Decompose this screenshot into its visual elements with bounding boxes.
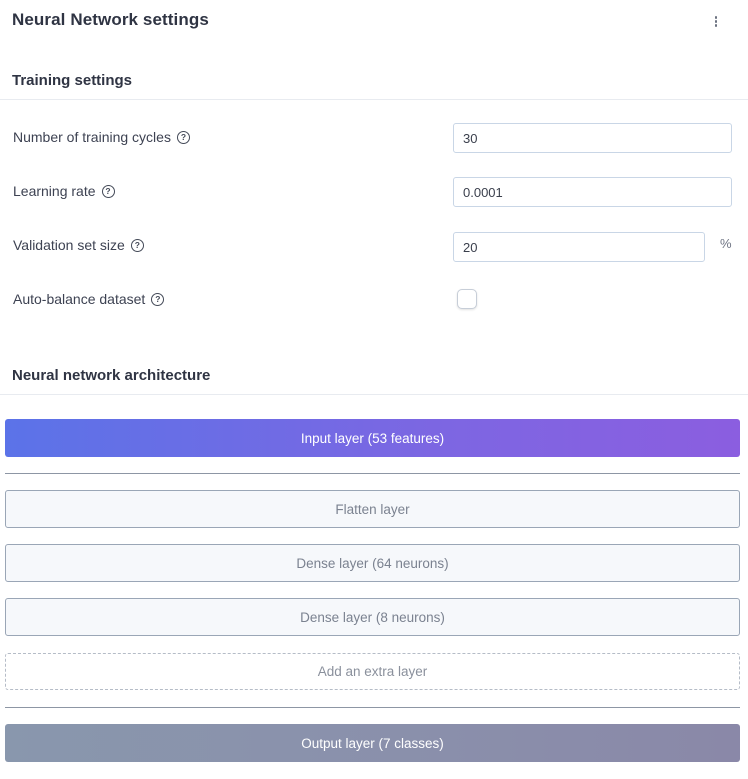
card-title: Neural Network settings (12, 10, 209, 29)
add-extra-layer-button[interactable] (5, 653, 740, 690)
layer-separator (5, 707, 740, 708)
training-cycles-input[interactable] (453, 123, 732, 153)
question-circle-icon[interactable]: ? (177, 131, 190, 144)
layer-label: Dense layer (8 neurons) (300, 609, 445, 625)
layer-label: Flatten layer (335, 501, 410, 517)
section-divider (0, 99, 748, 100)
dense-layer-8-button[interactable] (5, 598, 740, 636)
training-cycles-label-text: Number of training cycles (13, 129, 171, 145)
auto-balance-label (13, 291, 164, 307)
validation-size-label-text: Validation set size (13, 237, 125, 253)
training-cycles-label (13, 129, 190, 145)
auto-balance-label-text: Auto-balance dataset (13, 291, 146, 307)
architecture-title: Neural network architecture (12, 367, 211, 384)
question-circle-icon[interactable]: ? (151, 293, 164, 306)
input-layer-button[interactable] (5, 419, 740, 457)
section-divider (0, 394, 748, 395)
dense-layer-64-button[interactable] (5, 544, 740, 582)
add-layer-label: Add an extra layer (317, 664, 428, 679)
learning-rate-label (13, 183, 115, 199)
kebab-menu-icon[interactable] (710, 16, 722, 30)
percent-suffix: % (720, 236, 732, 251)
training-settings-title: Training settings (12, 72, 133, 89)
auto-balance-checkbox[interactable] (457, 289, 477, 309)
flatten-layer-button[interactable] (5, 490, 740, 528)
validation-size-label (13, 237, 144, 253)
learning-rate-input[interactable] (453, 177, 732, 207)
question-circle-icon[interactable]: ? (131, 239, 144, 252)
layer-label: Dense layer (64 neurons) (296, 555, 449, 571)
question-circle-icon[interactable]: ? (102, 185, 115, 198)
learning-rate-label-text: Learning rate (13, 183, 96, 199)
input-layer-label: Input layer (53 features) (300, 430, 445, 446)
output-layer-button[interactable] (5, 724, 740, 762)
output-layer-label: Output layer (7 classes) (301, 735, 444, 751)
validation-size-input[interactable] (453, 232, 705, 262)
layer-separator (5, 473, 740, 474)
